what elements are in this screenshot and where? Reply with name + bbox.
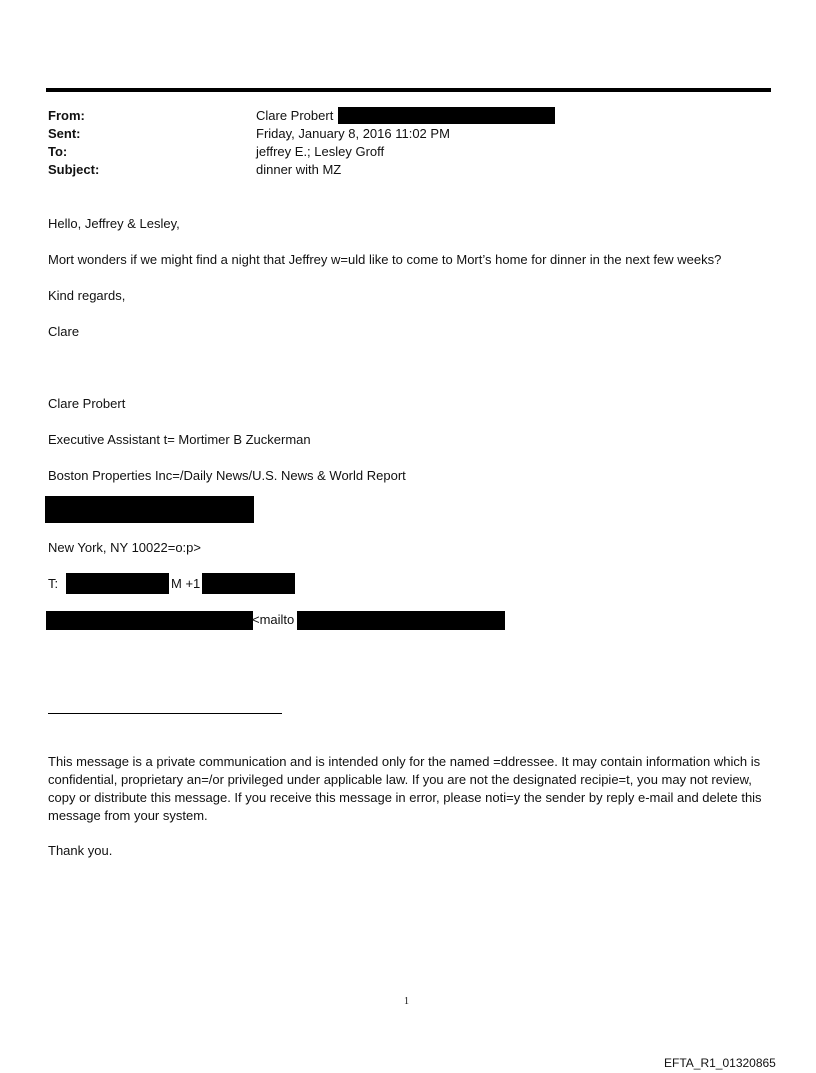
page-number: 1 — [404, 996, 409, 1007]
redaction-email — [46, 611, 253, 630]
redaction-from-email — [338, 107, 555, 124]
redaction-address — [45, 496, 254, 523]
signature-divider — [48, 713, 282, 714]
signature-title: Executive Assistant t= Mortimer B Zuckerman — [48, 432, 311, 447]
signature-city: New York, NY 10022=o:p> — [48, 540, 201, 555]
redaction-mailto-address — [297, 611, 505, 630]
to-label: To: — [48, 144, 68, 159]
subject-value: dinner with MZ — [256, 162, 342, 177]
signature-company: Boston Properties Inc=/Daily News/U.S. News & World Report — [48, 468, 406, 483]
to-value: jeffrey E.; Lesley Groff — [256, 144, 385, 159]
sent-value: Friday, January 8, 2016 11:02 PM — [256, 126, 450, 141]
subject-label: Subject: — [48, 162, 100, 177]
from-value: Clare Probert — [256, 108, 334, 123]
from-label: From: — [48, 108, 85, 123]
thank-you: Thank you. — [48, 843, 113, 858]
sent-label: Sent: — [48, 126, 81, 141]
greeting: Hello, Jeffrey & Lesley, — [48, 216, 180, 231]
redaction-phone — [66, 573, 169, 594]
message-text: Mort wonders if we might find a night that Jeffrey w=uld like to come to Mort’s home for dinner in the next few weeks? — [48, 252, 722, 267]
mobile-label: M +1 — [171, 576, 201, 591]
redaction-mobile — [202, 573, 295, 594]
mailto-label: <mailto — [252, 612, 295, 627]
document-id-stamp: EFTA_R1_01320865 — [664, 1056, 776, 1070]
phone-label: T: — [48, 576, 59, 591]
disclaimer-text: This message is a private communication and is intended only for the named =ddressee. It may contain information which is confidential, proprietary an=/or privileged under applicable law. If you are not the designated recipie=t, you may not review, copy or distribute this message. If you receive this message in error, please noti=y the sender by reply e-mail and delete this message from your system. — [48, 754, 762, 823]
header-top-rule — [46, 88, 771, 92]
sender-first-name: Clare — [48, 324, 80, 339]
closing: Kind regards, — [48, 288, 126, 303]
signature-name: Clare Probert — [48, 396, 126, 411]
